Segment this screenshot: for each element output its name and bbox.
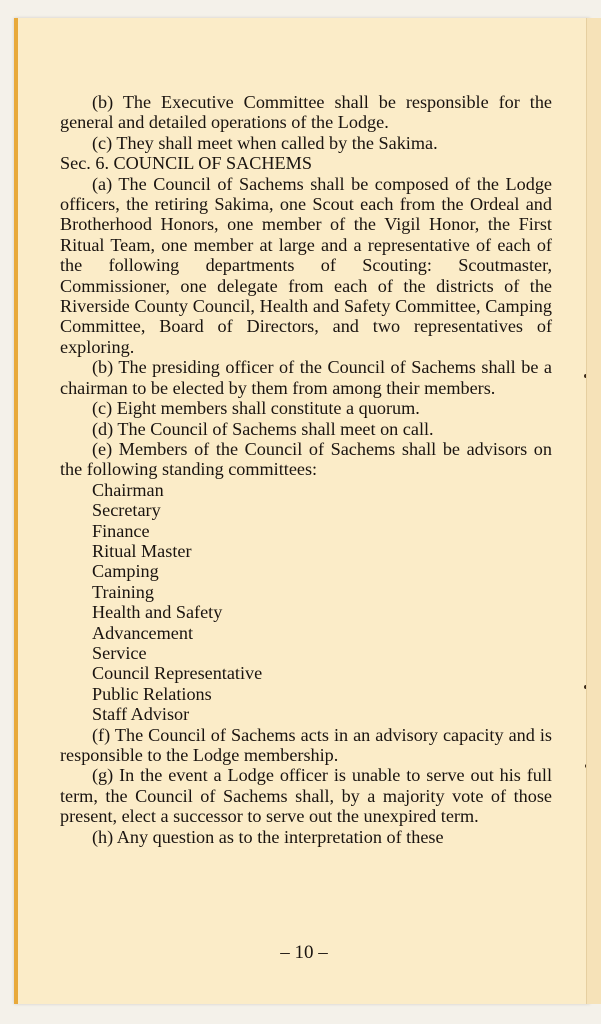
paragraph-a: (a) The Council of Sachems shall be composed of the Lodge officers, the retiring Sakima, one Scout each from the Ordeal and Brotherhood Honors, one member of the Vigil Honor, the First Ritual Team, one member at large and a representative of each of the following departments of Scouting: Scoutmaster, Commissioner, one delegate from each of the districts of the Riverside County Council, Health and Safety Committee, Camping Committee, Board of Directors, and two representatives of exploring. [60,173,552,357]
list-item: Advancement [92,622,193,643]
list-item: Camping [92,561,159,582]
paragraph-b-presiding: (b) The presiding officer of the Council of Sachems shall be a chairman to be elected by them from among their members. [60,357,552,398]
committee-list [60,480,552,725]
list-item: Council Representative [92,663,263,684]
list-item: Public Relations [92,683,212,704]
list-item: Training [92,581,154,602]
document-page [14,18,590,1004]
list-item: Finance [92,520,150,541]
section-heading: Sec. 6. COUNCIL OF SACHEMS [60,153,312,174]
paragraph-c: (c) They shall meet when called by the Sakima. [92,132,438,153]
paragraph-e-advisors: (e) Members of the Council of Sachems shall be advisors on the following standing committees: [60,438,552,480]
paragraph-c-quorum: (c) Eight members shall constitute a quorum. [92,398,420,419]
paragraph-g-vacancy: (g) In the event a Lodge officer is unable to serve out his full term, the Council of Sachems shall, by a majority vote of those present, elect a successor to serve out the unexpired term. [60,765,552,827]
paragraph-b: (b) The Executive Committee shall be responsible for the general and detailed operations of the Lodge. [60,92,552,133]
list-item: Ritual Master [92,540,192,561]
page-number: – 10 – [280,942,328,963]
paragraph-d-meeting: (d) The Council of Sachems shall meet on call. [92,418,434,439]
list-item: Chairman [92,479,164,500]
list-item: Secretary [92,500,161,521]
list-item: Service [92,642,147,663]
next-page-edge [586,18,601,1004]
list-item: Health and Safety [92,602,223,623]
paragraph-f-advisory: (f) The Council of Sachems acts in an advisory capacity and is responsible to the Lodge membership. [60,724,552,765]
paragraph-h-interpretation: (h) Any question as to the interpretation of these [92,826,444,847]
list-item: Staff Advisor [92,704,190,725]
page-body [60,92,552,847]
